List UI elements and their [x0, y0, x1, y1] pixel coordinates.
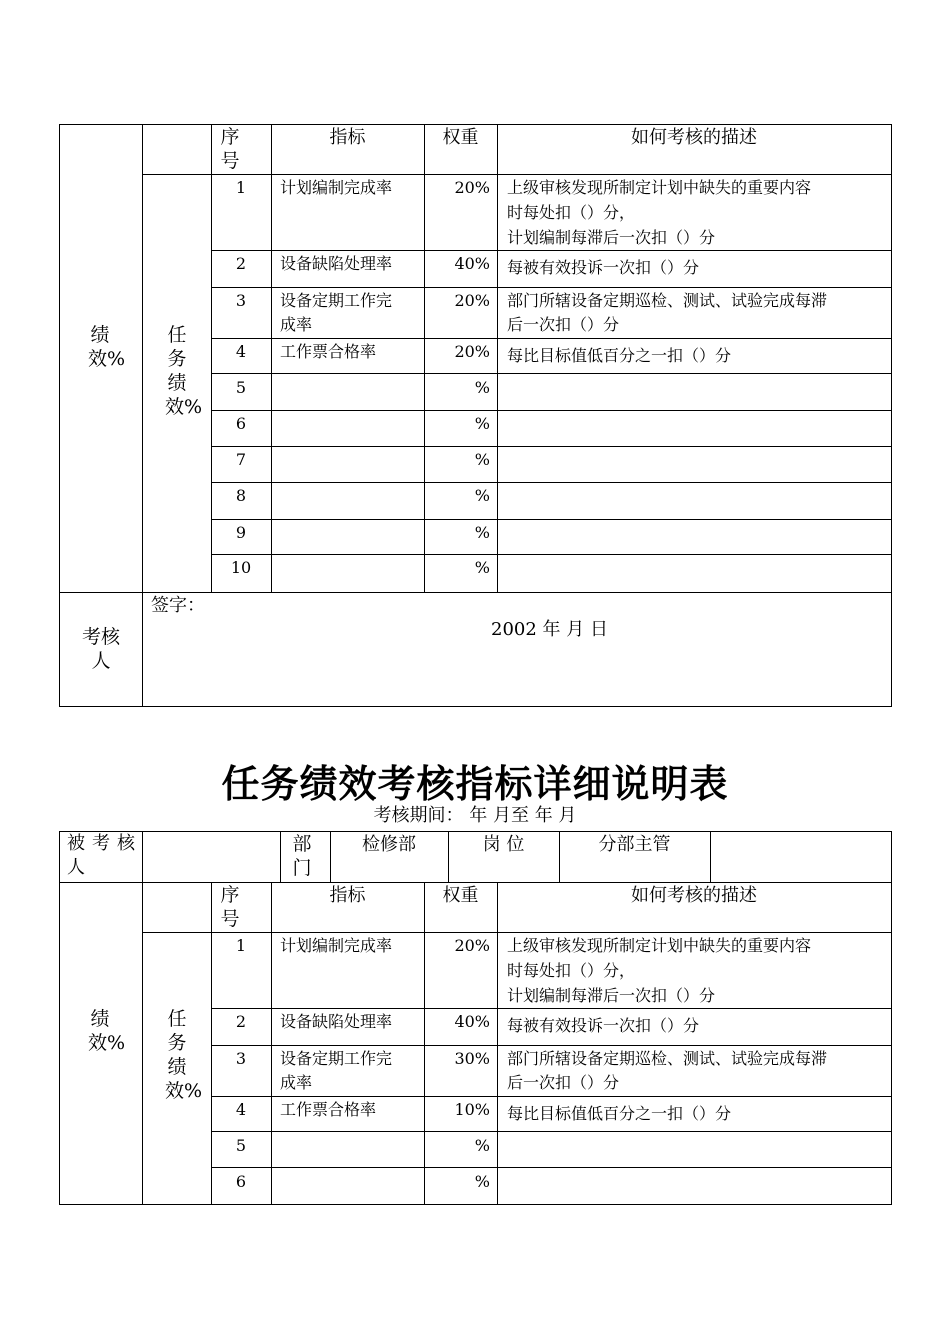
row-seq: 6	[235, 414, 247, 433]
row-seq: 7	[235, 450, 247, 469]
department-value: 检修部	[362, 834, 416, 855]
row-seq: 1	[235, 178, 247, 197]
row-weight: %	[474, 1136, 490, 1155]
header-seq: 序号	[220, 126, 240, 172]
row-weight: 30%	[454, 1049, 490, 1068]
row-weight: %	[474, 1172, 490, 1191]
row-indicator: 计划编制完成率	[280, 178, 393, 197]
assessment-period: 考核期间： 年 月至 年 月	[373, 805, 577, 826]
row-seq: 4	[235, 342, 247, 361]
row-seq: 2	[235, 1012, 247, 1031]
row-indicator: 工作票合格率	[280, 342, 377, 361]
performance-label: 绩效%	[88, 1008, 126, 1054]
row-description: 计划编制每滞后一次扣（）分	[507, 228, 716, 247]
row-seq: 4	[235, 1100, 247, 1119]
row-seq: 6	[235, 1172, 247, 1191]
row-weight: %	[474, 414, 490, 433]
row-seq: 3	[235, 291, 247, 310]
row-seq: 9	[235, 523, 247, 542]
row-indicator: 成率	[280, 1073, 313, 1092]
row-seq: 2	[235, 254, 247, 273]
task-performance-label: 任务绩效%	[165, 1008, 203, 1102]
header-seq: 序号	[220, 884, 240, 930]
row-weight: %	[474, 378, 490, 397]
row-indicator: 设备定期工作完	[280, 1049, 393, 1068]
row-weight: 40%	[454, 1012, 490, 1031]
row-seq: 5	[235, 378, 247, 397]
row-description: 每被有效投诉一次扣（）分	[507, 258, 700, 277]
row-description: 时每处扣（）分，	[507, 203, 636, 222]
row-weight: 20%	[454, 936, 490, 955]
row-weight: 20%	[454, 178, 490, 197]
page-title: 任务绩效考核指标详细说明表	[221, 761, 729, 806]
header-weight: 权重	[442, 885, 479, 906]
row-indicator: 设备缺陷处理率	[280, 1012, 393, 1031]
examinee-label: 被 考 核人	[67, 833, 135, 878]
row-description: 上级审核发现所制定计划中缺失的重要内容	[507, 936, 812, 955]
signature-label: 签字：	[151, 595, 205, 616]
row-description: 计划编制每滞后一次扣（）分	[507, 986, 716, 1005]
header-indicator: 指标	[329, 127, 366, 148]
reviewer-label: 考核人	[81, 626, 120, 672]
row-indicator: 成率	[280, 315, 313, 334]
row-weight: 10%	[454, 1100, 490, 1119]
row-description: 部门所辖设备定期巡检、测试、试验完成每滞	[507, 1049, 828, 1068]
header-weight: 权重	[442, 127, 479, 148]
row-weight: %	[474, 450, 490, 469]
row-weight: %	[474, 486, 490, 505]
row-seq: 1	[235, 936, 247, 955]
row-weight: %	[474, 558, 490, 577]
row-seq: 10	[230, 558, 252, 577]
row-description: 后一次扣（）分	[507, 1073, 620, 1092]
signature-date: 2002 年 月 日	[491, 619, 608, 640]
row-seq: 8	[235, 486, 247, 505]
position-label: 岗 位	[482, 834, 525, 855]
row-description: 部门所辖设备定期巡检、测试、试验完成每滞	[507, 291, 828, 310]
row-description: 上级审核发现所制定计划中缺失的重要内容	[507, 178, 812, 197]
row-weight: %	[474, 523, 490, 542]
row-description: 每被有效投诉一次扣（）分	[507, 1016, 700, 1035]
department-label: 部门	[292, 833, 312, 879]
row-seq: 5	[235, 1136, 247, 1155]
row-weight: 40%	[454, 254, 490, 273]
row-indicator: 计划编制完成率	[280, 936, 393, 955]
header-indicator: 指标	[329, 885, 366, 906]
row-description: 每比目标值低百分之一扣（）分	[507, 1104, 732, 1123]
row-seq: 3	[235, 1049, 247, 1068]
row-description: 每比目标值低百分之一扣（）分	[507, 346, 732, 365]
task-performance-label: 任务绩效%	[165, 324, 203, 418]
row-weight: 20%	[454, 291, 490, 310]
row-indicator: 设备定期工作完	[280, 291, 393, 310]
row-weight: 20%	[454, 342, 490, 361]
row-indicator: 工作票合格率	[280, 1100, 377, 1119]
header-description: 如何考核的描述	[631, 885, 757, 906]
header-description: 如何考核的描述	[631, 127, 757, 148]
row-indicator: 设备缺陷处理率	[280, 254, 393, 273]
row-description: 时每处扣（）分，	[507, 961, 636, 980]
performance-label: 绩效%	[88, 324, 126, 370]
position-value: 分部主管	[598, 834, 671, 855]
row-description: 后一次扣（）分	[507, 315, 620, 334]
